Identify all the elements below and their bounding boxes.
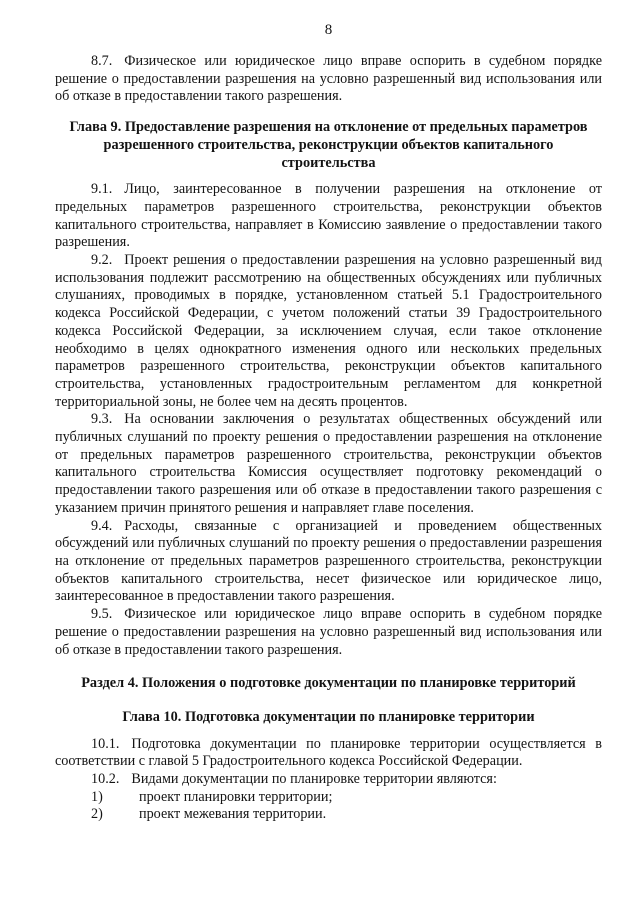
paragraph-9-5 [55, 606, 602, 659]
paragraph-text: Подготовка документации по планировке территории осуществляется в соответствии с главой 5 Градостроительного кодекса Российской Федерации. [55, 735, 602, 770]
paragraph-number: 10.2. [91, 771, 120, 788]
paragraph-number: 10.1. [91, 735, 120, 752]
list-item-number: 2) [91, 806, 103, 823]
list-item [55, 806, 602, 824]
page-number: 8 [324, 22, 333, 38]
paragraph-text: Физическое или юридическое лицо вправе оспорить в судебном порядке решение о предоставлении разрешения на условно разрешенный вид использования или об отказе в предоставлении такого разрешения. [55, 606, 602, 658]
paragraph-text: Видами документации по планировке территории являются: [131, 771, 497, 788]
paragraph-text: Расходы, связанные с организацией и проведением общественных обсуждений или публичных слушаний по проекту решения о предоставлении разрешения на отклонение от предельных параметров разрешенного строительства, реконструкции объектов капитального строительства, несет физическое или юридическое лицо, заинтересованное в предоставлении такого разрешения. [55, 517, 602, 605]
paragraph-number: 9.1. [91, 181, 113, 198]
paragraph-9-1 [55, 181, 602, 252]
paragraph-8-7 [55, 53, 602, 106]
chapter-10-title: Глава 10. Подготовка документации по планировке территории [122, 708, 535, 725]
list-item [55, 789, 602, 807]
paragraph-text: На основании заключения о результатах общественных обсуждений или публичных слушаний по проекту решения о предоставлении разрешения на отклонение от предельных параметров разрешенного строительства, реконструкции объектов капитального строительства Комиссия осуществляет подготовку рекомендаций о предоставлении такого разрешения или об отказе в предоставлении такого разрешения с указанием причин принятого решения и направляет главе поселения. [55, 411, 602, 516]
paragraph-10-1 [55, 736, 602, 771]
paragraph-9-2 [55, 252, 602, 411]
paragraph-text: Физическое или юридическое лицо вправе оспорить в судебном порядке решение о предоставлении разрешения на условно разрешенный вид использования или об отказе в предоставлении такого разрешения. [55, 53, 602, 105]
paragraph-text: Проект решения о предоставлении разрешения на условно разрешенный вид использования подлежит рассмотрению на общественных обсуждениях или публичных слушаниях, проводимых в порядке, установленном статьей 5.1 Градостроительного кодекса Российской Федерации, с учетом положений статьи 39 Градостроительного кодекса Российской Федерации, за исключением случая, если такое отклонение необходимо в целях однократного изменения одного или нескольких предельных параметров разрешенного строительства, реконструкции объектов капитального строительства, установленных градостроительным регламентом для конкретной территориальной зоны, не более чем на десять процентов. [55, 252, 602, 410]
paragraph-10-2 [55, 771, 602, 789]
paragraph-number: 8.7. [91, 53, 113, 69]
paragraph-number: 9.5. [91, 606, 113, 623]
section-4-title: Раздел 4. Положения о подготовке документации по планировке территорий [81, 675, 576, 692]
list-item-number: 1) [91, 788, 103, 805]
paragraph-text: Лицо, заинтересованное в получении разрешения на отклонение от предельных параметров разрешенного строительства, реконструкции объектов капитального строительства, направляет в Комиссию заявление о предоставлении такого разрешения. [55, 181, 602, 251]
paragraph-9-4 [55, 518, 602, 607]
paragraph-number: 9.4. [91, 517, 113, 534]
list-item-text: проект межевания территории. [139, 806, 327, 823]
list-item-text: проект планировки территории; [139, 788, 333, 805]
paragraph-number: 9.2. [91, 252, 113, 269]
paragraph-number: 9.3. [91, 411, 113, 428]
chapter-9-title: Глава 9. Предоставление разрешения на отклонение от предельных параметров разрешенного строительства, реконструкции объектов капитального строительства [69, 119, 588, 171]
paragraph-9-3 [55, 411, 602, 517]
